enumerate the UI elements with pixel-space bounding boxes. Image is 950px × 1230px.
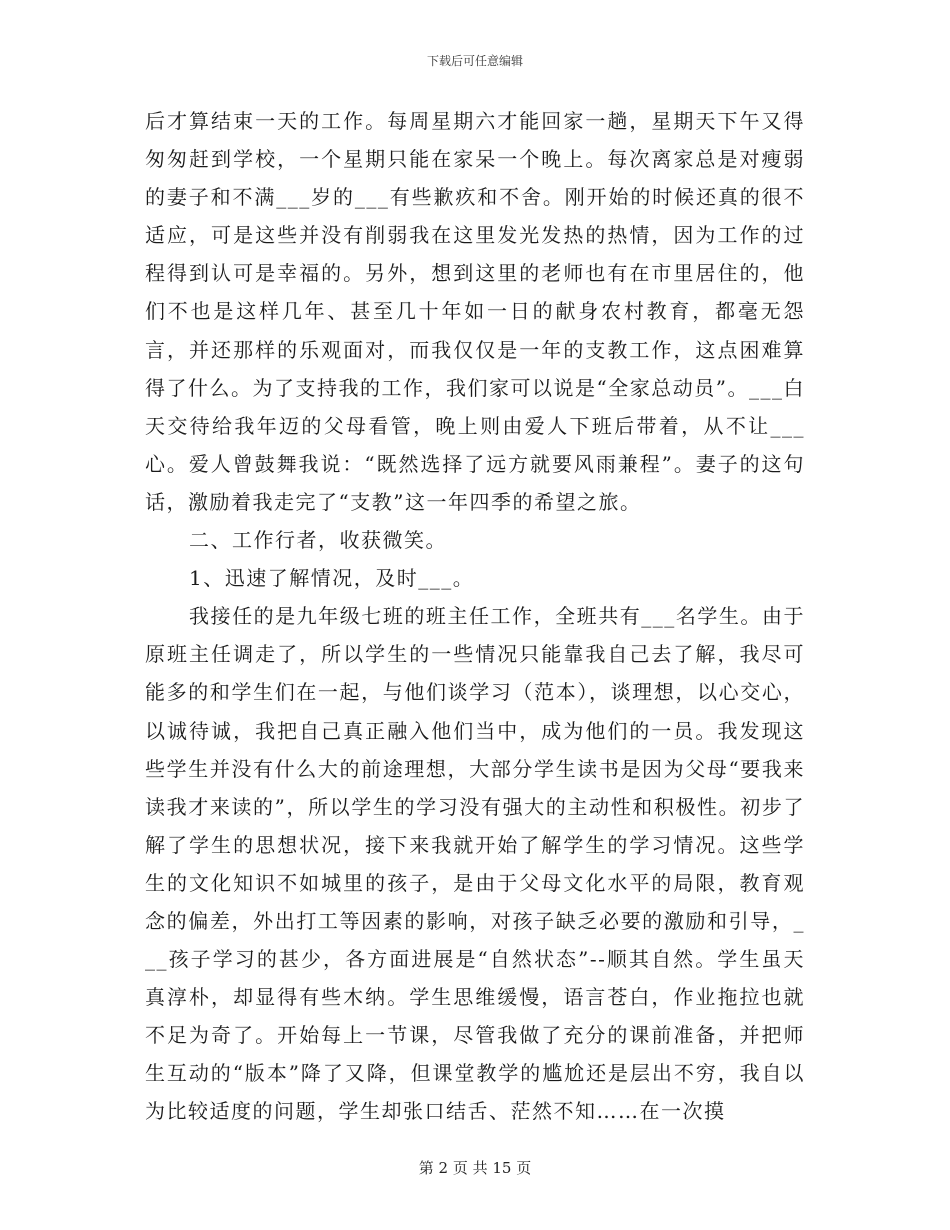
document-body — [145, 102, 805, 1131]
subsection-heading: 1、迅速了解情况，及时___。 — [189, 566, 475, 591]
page-number: 第 2 页 共 15 页 — [418, 1159, 532, 1177]
paragraph: 我接任的是九年级七班的班主任工作，全班共有___名学生。由于原班主任调走了，所以学生的一些情况只能靠我自己去了解，我尽可能多的和学生们在一起，与他们谈学习（范本），谈理想，以心交心，以诚待诚，我把自己真正融入他们当中，成为他们的一员。我发现这些学生并没有什么大的前途理想，大部分学生读书是因为父母“要我来读我才来读的”，所以学生的学习没有强大的主动性和积极性。初步了解了学生的思想状况，接下来我就开始了解学生的学习情况。这些学生的文化知识不如城里的孩子，是由于父母文化水平的局限，教育观念的偏差，外出打工等因素的影响，对孩子缺乏必要的激励和引导，___孩子学习的甚少，各方面进展是“自然状态”--顺其自然。学生虽天真淳朴，却显得有些木纳。学生思维缓慢，语言苍白，作业拖拉也就不足为奇了。开始每上一节课，尽管我做了充分的课前准备，并把师生互动的“版本”降了又降，但课堂教学的尴尬还是层出不穷，我自以为比较适度的问题，学生却张口结舌、茫然不知……在一次摸 — [145, 604, 805, 1124]
paragraph-continued: 后才算结束一天的工作。每周星期六才能回家一趟，星期天下午又得匆匆赶到学校，一个星期只能在家呆一个晚上。每次离家总是对瘦弱的妻子和不满___岁的___有些歉疚和不舍。刚开始的时候还真的很不适应，可是这些并没有削弱我在这里发光发热的热情，因为工作的过程得到认可是幸福的。另外，想到这里的老师也有在市里居住的，他们不也是这样几年、甚至几十年如一日的献身农村教育，都毫无怨言，并还那样的乐观面对，而我仅仅是一年的支教工作，这点困难算得了什么。为了支持我的工作，我们家可以说是“全家总动员”。___白天交待给我年迈的父母看管，晚上则由爱人下班后带着，从不让___心。爱人曾鼓舞我说：“既然选择了远方就要风雨兼程”。妻子的这句话，激励着我走完了“支教”这一年四季的希望之旅。 — [145, 109, 805, 514]
section-heading: 二、工作行者，收获微笑。 — [189, 528, 447, 553]
page-header-note: 下载后可任意编辑 — [426, 54, 523, 68]
